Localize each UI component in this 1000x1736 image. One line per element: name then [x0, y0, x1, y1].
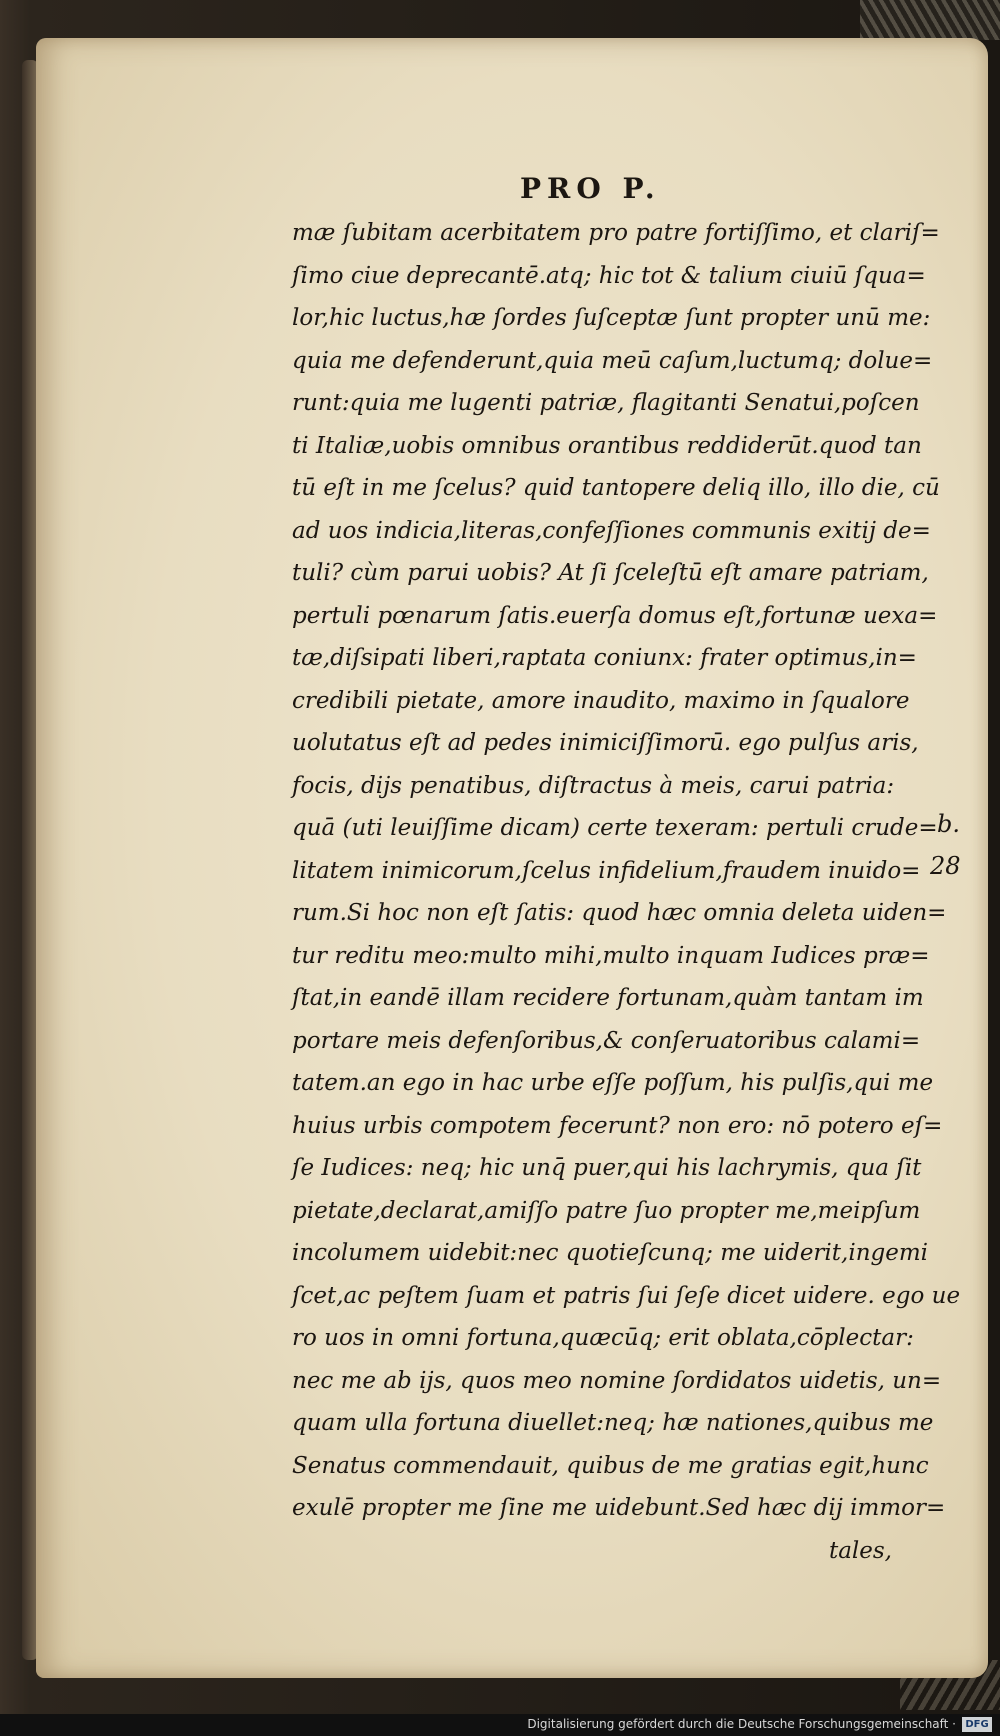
text-line: pertuli pœnarum ſatis.euerſa domus eſt,fortunæ uexa=: [292, 602, 938, 629]
text-line: ſimo ciue deprecantē.atq; hic tot & talium ciuiū ſqua=: [292, 262, 926, 289]
text-line: incolumem uidebit:nec quotieſcunq; me uiderit,ingemi: [292, 1240, 929, 1266]
running-head: PRO P.: [520, 172, 661, 205]
text-line: litatem inimicorum,ſcelus infidelium,fraudem inuido=: [292, 857, 921, 884]
text-line: focis, dijs penatibus, diſtractus à meis, carui patria:: [292, 772, 895, 799]
text-line: lor,hic luctus,hæ ſordes ſuſceptæ ſunt propter unū me:: [292, 305, 931, 331]
text-line: portare meis defenſoribus,& conſeruatoribus calami=: [292, 1027, 921, 1054]
text-line: pietate,declarat,amiſſo patre ſuo propter me,meipſum: [292, 1197, 921, 1224]
text-line: ſe Iudices: neq; hic unq̄ puer,qui his lachrymis, qua ſit: [292, 1155, 922, 1181]
text-line: ſcet,ac peſtem ſuam et patris ſui ſeſe dicet uidere. ego ue: [292, 1282, 961, 1309]
text-line: ro uos in omni fortuna,quæcūq; erit oblata,cōplectar:: [292, 1325, 914, 1351]
digitization-footer: [0, 1714, 1000, 1736]
text-line: huius urbis compotem fecerunt? non ero: nō potero eſ=: [292, 1112, 943, 1139]
margin-note-number: 28: [930, 852, 961, 880]
text-line: rum.Si hoc non eſt ſatis: quod hæc omnia deleta uiden=: [292, 900, 947, 926]
text-line: credibili pietate, amore inaudito, maximo in ſqualore: [292, 687, 910, 714]
text-line: ti Italiæ,uobis omnibus orantibus reddiderūt.quod tan: [292, 432, 922, 459]
text-line: Senatus commendauit, quibus de me gratias egit,hunc: [292, 1452, 929, 1479]
text-line: exulē propter me ſine me uidebunt.Sed hæc dij immor=: [292, 1495, 946, 1521]
text-line: ſtat,in eandē illam recidere fortunam,quàm tantam im: [292, 985, 924, 1011]
text-line: uolutatus eſt ad pedes inimiciſſimorū. ego pulſus aris,: [292, 730, 919, 756]
text-line: nec me ab ijs, quos meo nomine ſordidatos uidetis, un=: [292, 1367, 942, 1394]
catchword: tales,: [828, 1537, 892, 1564]
text-line: tuli? cùm parui uobis? At ſi ſceleſtū eſt amare patriam,: [292, 560, 929, 586]
text-line: tæ,diſsipati liberi,raptata coniunx: frater optimus,in=: [292, 645, 917, 671]
text-line: quia me defenderunt,quia meū caſum,luctumq; dolue=: [292, 347, 933, 374]
text-line: quam ulla fortuna diuellet:neq; hæ nationes,quibus me: [292, 1410, 934, 1436]
text-line: tatem.an ego in hac urbe eſſe poſſum, his pulſis,qui me: [292, 1070, 934, 1096]
footer-credit: Digitalisierung gefördert durch die Deutsche Forschungsgemeinschaft ·: [527, 1717, 956, 1731]
text-line: mæ ſubitam acerbitatem pro patre fortiſſimo, et clariſ=: [292, 220, 940, 246]
text-line: tur reditu meo:multo mihi,multo inquam Iudices præ=: [292, 942, 930, 969]
margin-note-signature: b.: [937, 810, 960, 838]
binding-texture-top: [860, 0, 1000, 40]
text-line: quā (uti leuiſſime dicam) certe texeram: pertuli crude=: [292, 815, 938, 841]
dfg-logo-icon: DFG: [962, 1717, 992, 1732]
text-line: runt:quia me lugenti patriæ, flagitanti Senatui,poſcen: [292, 390, 920, 416]
text-line: ad uos indicia,literas,confeſſiones communis exitij de=: [292, 517, 931, 544]
text-line: tū eſt in me ſcelus? quid tantopere deliq illo, illo die, cū: [292, 475, 940, 501]
